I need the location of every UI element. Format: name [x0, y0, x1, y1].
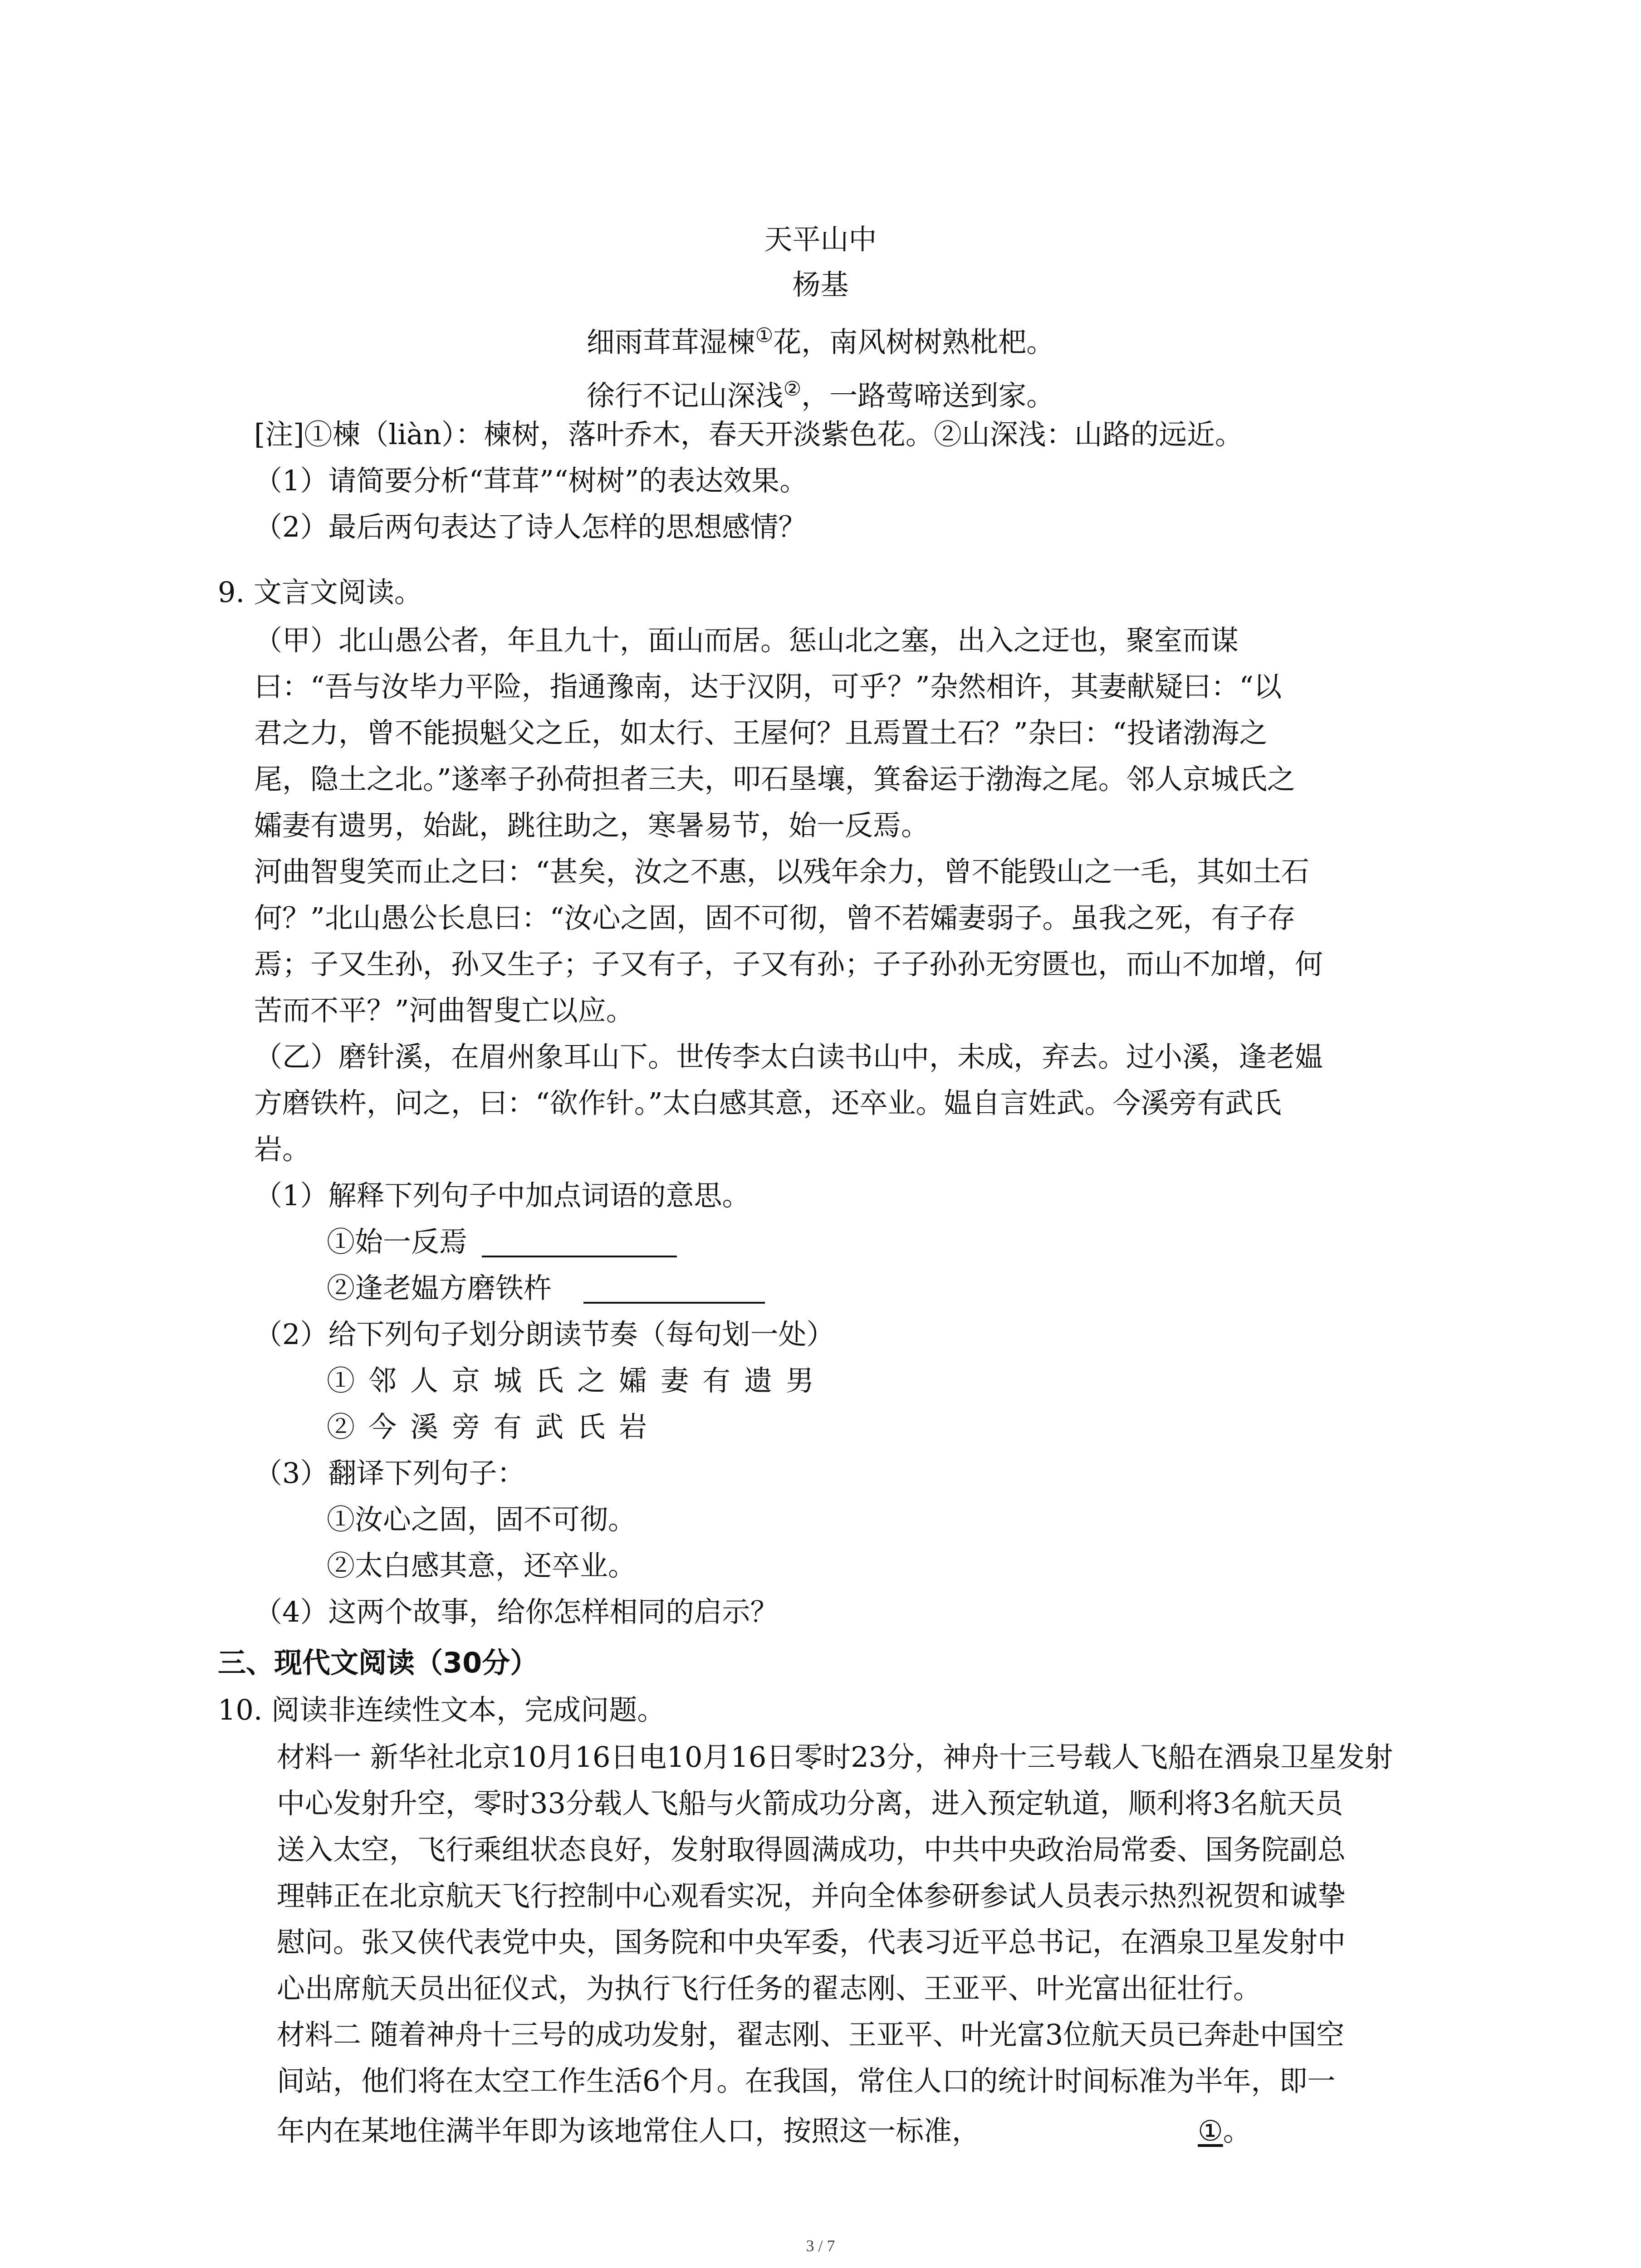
section-3-heading: 三、现代文阅读（30分）	[218, 1646, 539, 1679]
page-number: 3 / 7	[806, 2237, 835, 2255]
answer-blank-1a[interactable]	[482, 1256, 677, 1257]
poem-title: 天平山中	[764, 223, 877, 256]
q9-yi-line: （乙）磨针溪，在眉州象耳山下。世传李太白读书山中，未成，弃去。过小溪，逢老媪	[254, 1040, 1323, 1073]
q10-line: 心出席航天员出征仪式，为执行飞行任务的翟志刚、王亚平、叶光富出征壮行。	[277, 1972, 1262, 2005]
q9-jia-line: 焉；子又生孙，孙又生子；子又有子，子又有孙；子子孙孙无穷匮也，而山不加增，何	[254, 948, 1323, 981]
q10-line: 间站，他们将在太空工作生活6个月。在我国，常住人口的统计时间标准为半年，即一	[277, 2064, 1336, 2097]
poem-line-1-text: 细雨茸茸湿楝	[586, 325, 755, 359]
q9-jia-line: 君之力，曾不能损魁父之丘，如太行、王屋何？且焉置土石？”杂曰：“投诸渤海之	[254, 716, 1268, 749]
poem-author: 杨基	[792, 268, 849, 301]
q10-blank-marker-group	[1198, 2113, 1251, 2149]
q10-last-line-text: 年内在某地住满半年即为该地常住人口，按照这一标准，	[277, 2114, 980, 2147]
poem-line-2-text: 徐行不记山深浅	[586, 379, 784, 412]
q9-sub-4: （4）这两个故事，给你怎样相同的启示？	[254, 1595, 779, 1628]
q9-yi-line: 方磨铁杵，问之，曰：“欲作针。”太白感其意，还卒业。媪自言姓武。今溪旁有武氏	[254, 1086, 1282, 1119]
q9-sub-2-a: ①邻人京城氏之孀妻有遗男	[327, 1364, 828, 1397]
poem-question-1: （1）请简要分析“茸茸”“树树”的表达效果。	[254, 464, 808, 497]
q9-sub-3-a: ①汝心之固，固不可彻。	[327, 1503, 637, 1536]
q9-sub-2: （2）给下列句子划分朗读节奏（每句划一处）	[254, 1318, 835, 1351]
q9-jia-line: 尾，隐土之北。”遂率子孙荷担者三夫，叩石垦壤，箕畚运于渤海之尾。邻人京城氏之	[254, 763, 1295, 796]
poem-line-1-end: 花，南风树树熟枇杷。	[773, 325, 1055, 359]
q9-yi-line: 岩。	[254, 1133, 311, 1166]
poem-question-2: （2）最后两句表达了诗人怎样的思想感情？	[254, 510, 807, 543]
q10-heading: 10. 阅读非连续性文本，完成问题。	[218, 1693, 666, 1726]
poem-line-2-end: ，一路莺啼送到家。	[801, 379, 1055, 412]
q10-line: 慰问。张又侠代表党中央，国务院和中央军委，代表习近平总书记，在酒泉卫星发射中	[277, 1926, 1346, 1959]
q10-line: 中心发射升空，零时33分载人飞船与火箭成功分离，进入预定轨道，顺利将3名航天员	[277, 1787, 1343, 1820]
q9-sub-2-b: ②今溪旁有武氏岩	[327, 1410, 661, 1443]
q10-end-punct: 。	[1223, 2114, 1251, 2147]
poem-annotation: [注]①楝（liàn）：楝树，落叶乔木，春天开淡紫色花。②山深浅：山路的远近。	[254, 418, 1243, 451]
q9-sub-1: （1）解释下列句子中加点词语的意思。	[254, 1179, 750, 1212]
poem-line-2	[0, 371, 1641, 414]
poem-note-marker-1: ①	[755, 324, 774, 347]
q9-sub-1-b: ②逢老媪方磨铁杵	[327, 1271, 552, 1305]
q9-jia-line: 苦而不平？”河曲智叟亡以应。	[254, 994, 634, 1027]
q10-blank-marker[interactable]: ①	[1198, 2114, 1223, 2147]
q10-line: 材料一 新华社北京10月16日电10月16日零时23分，神舟十三号载人飞船在酒泉卫星发射	[277, 1740, 1393, 1774]
q9-sub-3: （3）翻译下列句子：	[254, 1457, 525, 1490]
q9-sub-1-a: ①始一反焉	[327, 1225, 468, 1258]
q9-sub-3-b: ②太白感其意，还卒业。	[327, 1549, 637, 1582]
q9-jia-line: 曰：“吾与汝毕力平险，指通豫南，达于汉阴，可乎？”杂然相许，其妻献疑曰：“以	[254, 670, 1282, 703]
q10-line: 材料二 随着神舟十三号的成功发射，翟志刚、王亚平、叶光富3位航天员已奔赴中国空	[277, 2018, 1345, 2051]
q10-line: 送入太空，飞行乘组状态良好，发射取得圆满成功，中共中央政治局常委、国务院副总	[277, 1833, 1346, 1866]
q10-line: 理韩正在北京航天飞行控制中心观看实况，并向全体参研参试人员表示热烈祝贺和诚挚	[277, 1879, 1346, 1912]
poem-line-1	[0, 318, 1641, 361]
poem-note-marker-2: ②	[783, 377, 802, 401]
q9-jia-line: 孀妻有遗男，始龀，跳往助之，寒暑易节，始一反焉。	[254, 809, 930, 842]
answer-blank-1b[interactable]	[583, 1302, 765, 1304]
q9-jia-line: （甲）北山愚公者，年且九十，面山而居。惩山北之塞，出入之迂也，聚室而谋	[254, 624, 1239, 657]
q9-jia-line: 何？”北山愚公长息曰：“汝心之固，固不可彻，曾不若孀妻弱子。虽我之死，有子存	[254, 901, 1296, 934]
q10-last-line	[277, 2113, 980, 2149]
q9-jia-line: 河曲智叟笑而止之曰：“甚矣，汝之不惠，以残年余力，曾不能毁山之一毛，其如土石	[254, 855, 1309, 888]
q9-heading: 9. 文言文阅读。	[218, 576, 422, 609]
